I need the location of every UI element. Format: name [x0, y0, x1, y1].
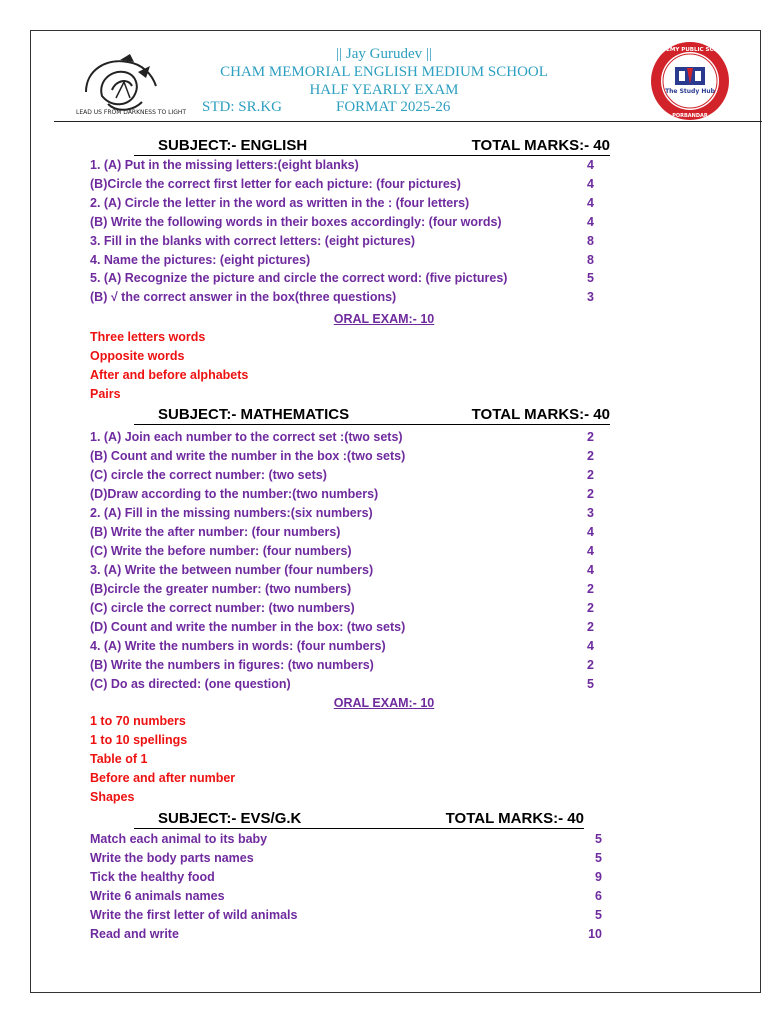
svg-text:LEAD US FROM DARKNESS TO LIGHT: LEAD US FROM DARKNESS TO LIGHT: [76, 109, 187, 116]
english-section-header: [134, 136, 610, 156]
english-oral-topic: Opposite words: [90, 349, 185, 363]
evs-question-marks: 5: [595, 908, 602, 922]
english-question-item: 3. Fill in the blanks with correct letters: (eight pictures): [90, 233, 416, 248]
evs-question-item: Tick the healthy food: [90, 870, 215, 884]
english-question-marks: 4: [587, 176, 594, 191]
english-question-marks: 4: [587, 195, 594, 210]
evs-question-item: Write the first letter of wild animals: [90, 908, 298, 922]
english-question-marks: 8: [587, 252, 594, 267]
english-total-marks: TOTAL MARKS:- 40: [471, 137, 610, 154]
english-question-item: (B)Circle the correct first letter for each picture: (four pictures): [90, 176, 461, 191]
evs-question-item: Write the body parts names: [90, 851, 254, 865]
maths-question-marks: 2: [587, 430, 594, 444]
header-invocation: || Jay Gurudev ||: [336, 46, 432, 62]
english-question-marks: 4: [587, 158, 594, 172]
maths-question-item: (C) circle the correct number: (two sets): [90, 468, 327, 482]
maths-question-item: (B)circle the greater number: (two numbers): [90, 582, 352, 596]
maths-question-marks: 5: [587, 677, 594, 691]
maths-question-marks: 4: [587, 563, 594, 577]
maths-question-item: (B) Write the numbers in figures: (two numbers): [90, 658, 374, 672]
maths-question-item: 2. (A) Fill in the missing numbers:(six numbers): [90, 506, 373, 520]
english-question-marks: 8: [587, 233, 594, 248]
maths-question-marks: 2: [587, 658, 594, 672]
maths-question-marks: 4: [587, 525, 594, 539]
maths-question-item: 4. (A) Write the numbers in words: (four numbers): [90, 639, 386, 653]
maths-question-marks: 2: [587, 582, 594, 596]
maths-oral-topic: Shapes: [90, 790, 135, 804]
maths-question-item: (B) Write the after number: (four numbers): [90, 525, 341, 539]
evs-question-marks: 6: [595, 889, 602, 903]
evs-question-item: Match each animal to its baby: [90, 832, 268, 846]
english-question-item: (B) √ the correct answer in the box(three questions): [90, 290, 397, 305]
english-oral-title: ORAL EXAM:- 10: [333, 312, 435, 326]
maths-question-item: (C) Write the before number: (four numbers): [90, 544, 352, 558]
maths-oral-topic: Before and after number: [90, 771, 236, 785]
english-question-item: 2. (A) Circle the letter in the word as written in the : (four letters): [90, 195, 470, 210]
english-question-item: 4. Name the pictures: (eight pictures): [90, 252, 311, 267]
exam-title: HALF YEARLY EXAM: [309, 82, 459, 98]
maths-question-marks: 4: [587, 544, 594, 558]
english-oral-topic: Pairs: [90, 387, 121, 401]
evs-question-item: Write 6 animals names: [90, 889, 225, 903]
evs-subject-title: SUBJECT:- EVS/G.K: [158, 810, 302, 827]
svg-text:The Study Hub: The Study Hub: [665, 88, 715, 95]
maths-question-item: (D)Draw according to the number:(two numbers): [90, 487, 379, 501]
maths-total-marks: TOTAL MARKS:- 40: [471, 406, 610, 423]
evs-question-marks: 9: [595, 870, 602, 884]
english-question-item: 5. (A) Recognize the picture and circle the correct word: (five pictures): [90, 271, 508, 286]
maths-question-marks: 3: [587, 506, 594, 520]
maths-section-header: [134, 405, 610, 425]
maths-oral-topic: 1 to 70 numbers: [90, 714, 186, 728]
maths-question-marks: 2: [587, 487, 594, 501]
evs-section-header: [134, 809, 584, 829]
maths-question-item: 1. (A) Join each number to the correct set :(two sets): [90, 430, 403, 444]
svg-text:ACADEMY PUBLIC SCHOOL: ACADEMY PUBLIC SCHOOL: [649, 47, 731, 53]
maths-question-item: (B) Count and write the number in the box :(two sets): [90, 449, 406, 463]
maths-question-marks: 2: [587, 468, 594, 482]
maths-question-marks: 2: [587, 601, 594, 615]
svg-text:PORBANDAR: PORBANDAR: [672, 113, 708, 119]
english-question-marks: 5: [587, 271, 594, 286]
school-name: CHAM MEMORIAL ENGLISH MEDIUM SCHOOL: [220, 64, 548, 80]
maths-question-item: (C) circle the correct number: (two numbers): [90, 601, 355, 615]
standard-label: STD: SR.KG: [202, 99, 283, 115]
maths-oral-title: ORAL EXAM:- 10: [333, 696, 435, 710]
english-question-item: (B) Write the following words in their boxes accordingly: (four words): [90, 214, 502, 229]
maths-question-item: (D) Count and write the number in the box: (two sets): [90, 620, 406, 634]
english-question-marks: 4: [587, 214, 594, 229]
english-question-marks: 3: [587, 290, 594, 305]
evs-total-marks: TOTAL MARKS:- 40: [445, 810, 584, 827]
exam-format: FORMAT 2025-26: [336, 99, 451, 115]
evs-question-item: Read and write: [90, 927, 179, 941]
english-question-item: 1. (A) Put in the missing letters:(eight blanks): [90, 158, 359, 172]
maths-subject-title: SUBJECT:- MATHEMATICS: [158, 406, 350, 423]
evs-question-marks: 10: [588, 927, 602, 941]
maths-oral-topic: 1 to 10 spellings: [90, 733, 188, 747]
maths-question-marks: 2: [587, 449, 594, 463]
maths-question-marks: 4: [587, 639, 594, 653]
header-divider: [54, 121, 762, 122]
maths-oral-topic: Table of 1: [90, 752, 148, 766]
maths-question-item: (C) Do as directed: (one question): [90, 677, 291, 691]
english-subject-title: SUBJECT:- ENGLISH: [158, 137, 308, 154]
english-oral-topic: Three letters words: [90, 330, 206, 344]
english-oral-topic: After and before alphabets: [90, 368, 249, 382]
evs-question-marks: 5: [595, 832, 602, 846]
evs-question-marks: 5: [595, 851, 602, 865]
maths-question-item: 3. (A) Write the between number (four numbers): [90, 563, 374, 577]
maths-question-marks: 2: [587, 620, 594, 634]
